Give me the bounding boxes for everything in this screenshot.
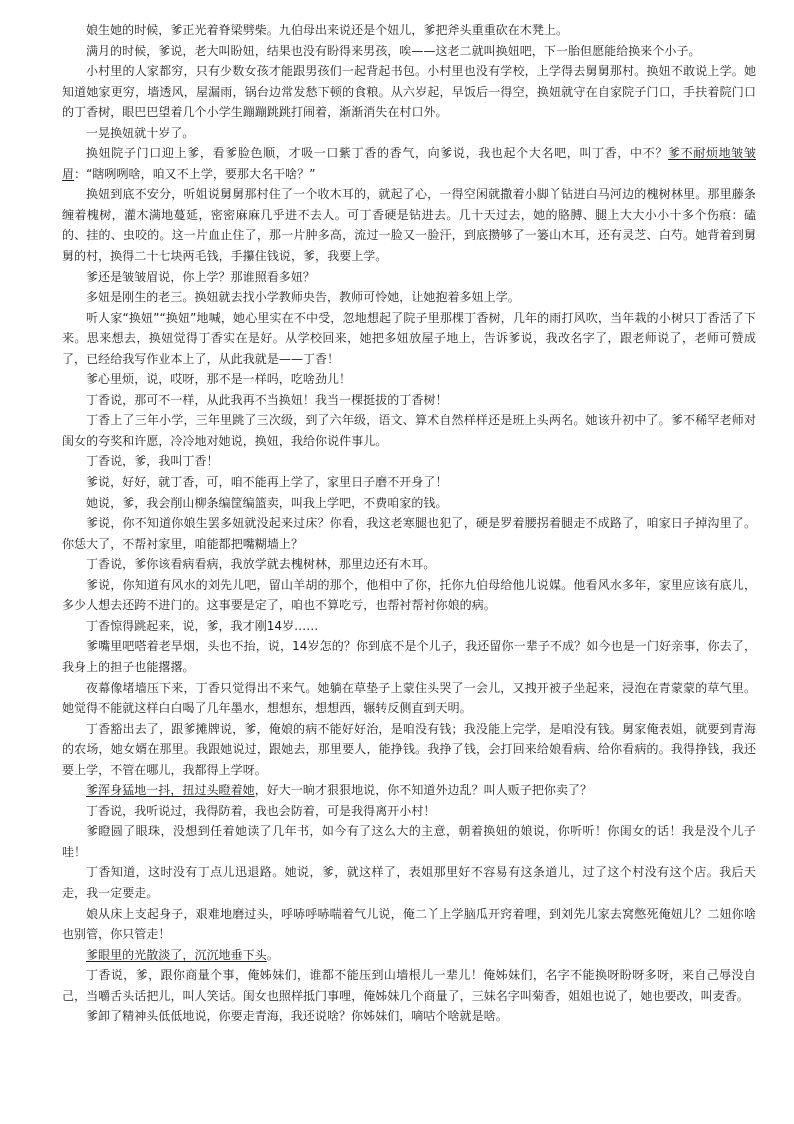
paragraph-text: 小村里的人家都穷，只有少数女孩才能跟男孩们一起背起书包。小村里也没有学校，上学得去舅舅那村。换妞不敢说上学。她知道她家更穷，墙透风，屋漏雨，锅台边常发愁下顿的食粮。从六岁起，早饭后一得空，换妞就守在自家院子门口，手扶着院门口的丁香树，眼巴巴望着几个小学生蹦蹦跳跳打闹着，渐渐消失在村口外。 [62, 64, 756, 120]
story-paragraph [62, 780, 756, 801]
paragraph-text: 满月的时候，爹说，老大叫盼妞，结果也没有盼得来男孩，唉——这老二就叫换妞吧，下一胎但愿能给换来个小子。 [86, 43, 701, 58]
paragraph-text: 娘从床上支起身子，艰难地磨过头，呼哧呼哧喘着气儿说，俺二丫上学脑瓜开窍着哩，到刘先儿家去窝憋死俺妞儿？二妞你啥也别管，你只管走！ [62, 906, 756, 942]
story-paragraph [62, 678, 756, 719]
story-paragraph [62, 1006, 756, 1027]
story-paragraph [62, 287, 756, 308]
paragraph-text: 爹说，你知道有风水的刘先儿吧，留山羊胡的那个，他相中了你，托你九伯母给他儿说媒。他看风水多年，家里应该有底儿，多少人想去还跨不进门的。这事要是定了，咱也不算吃亏，也帮衬帮衬你娘的病。 [62, 577, 756, 613]
underlined-phrase: 爹眼里的光散淡了，沉沉地垂下头 [86, 947, 267, 962]
paragraph-text: 夜幕像堵墙压下来，丁香只觉得出不来气。她躺在草垫子上蒙住头哭了一会儿，又拽开被子坐起来，浸泡在青蒙蒙的草气里。她觉得不能就这样白白喝了几年墨水，想想东，想想西，辗转反侧直到天明。 [62, 680, 756, 716]
story-paragraph [62, 616, 756, 637]
story-paragraph [62, 965, 756, 1006]
underlined-phrase: 爹不耐烦地皱皱眉 [62, 146, 756, 181]
paragraph-text: 丁香说，爹，跟你商量个事，俺姊妹们，谁都不能压到山墙根儿一辈儿！俺姊妹们，名字不能换呀盼呀多呀，来自己辱没自己，当嚼舌头话把儿，叫人笑话。闺女也照样抵门事哩，俺姊妹几个商量了，三妹名字叫菊香，姐姐也说了，她也要改，叫麦香。 [62, 968, 756, 1003]
story-paragraph [62, 369, 756, 390]
story-paragraph [62, 513, 756, 554]
story-paragraph [62, 493, 756, 514]
underlined-phrase: 爹浑身猛地一抖，扭过头瞪着她 [86, 783, 255, 798]
paragraph-text: ，好大一晌才狠狠地说，你不知道外边乱？叫人贩子把你卖了？ [254, 783, 593, 798]
story-paragraph [62, 904, 756, 945]
story-paragraph [62, 410, 756, 451]
story-paragraph [62, 41, 756, 62]
paragraph-text: 丁香上了三年小学，三年里跳了三次级，到了六年级，语文、算术自然样样还是班上头两名。她该升初中了。爹不稀罕老师对闺女的夸奖和许愿，冷冷地对她说，换妞，我给你说件事儿。 [62, 413, 756, 448]
story-body [62, 20, 756, 1027]
story-paragraph [62, 123, 756, 144]
paragraph-text: 爹心里烦，说，哎呀，那不是一样吗，吃啥劲儿！ [86, 372, 352, 387]
paragraph-text: 丁香说，爹你该看病看病，我放学就去槐树林，那里边还有木耳。 [86, 557, 436, 572]
paragraph-text: 丁香说，我听说过，我得防着，我也会防着，可是我得离开小村！ [86, 803, 436, 818]
story-paragraph [62, 945, 756, 966]
paragraph-text: 爹说，你不知道你娘生罢多妞就没起来过床？你看，我这老寒腿也犯了，硬是罗着腰拐着腿走不成路了，咱家日子掉沟里了。你恁大了，不帮衬家里，咱能都把嘴糊墙上？ [62, 516, 756, 551]
paragraph-text: 她说，爹，我会削山柳条编筐编篮卖，叫我上学吧，不费咱家的钱。 [86, 495, 448, 510]
story-paragraph [62, 451, 756, 472]
paragraph-text: 一晃换妞就十岁了。 [86, 125, 195, 140]
paragraph-text: 丁香惊得跳起来，说，爹，我才刚14岁…… [86, 618, 319, 633]
story-paragraph [62, 472, 756, 493]
paragraph-text: ：“瞎咧咧啥，咱又不上学，要那大名干啥？” [74, 166, 316, 181]
paragraph-text: 。 [266, 947, 279, 962]
story-paragraph [62, 267, 756, 288]
story-paragraph [62, 184, 756, 266]
paragraph-text: 爹说，好好，就丁香，可，咱不能再上学了，家里日子磨不开身了！ [86, 475, 448, 490]
story-paragraph [62, 554, 756, 575]
paragraph-text: 爹嘴里吧嗒着老旱烟，头也不抬，说，14岁怎的？你到底不是个儿子，我还留你一辈子不成？如今也是一门好亲事，你去了，我身上的担子也能撂撂。 [62, 639, 756, 674]
story-paragraph [62, 143, 756, 184]
paragraph-text: 爹还是皱皱眉说，你上学？那谁照看多妞？ [86, 269, 315, 284]
story-paragraph [62, 862, 756, 903]
story-paragraph [62, 308, 756, 370]
paragraph-text: 换妞院子门口迎上爹，看爹脸色顺，才吸一口紫丁香的香气，向爹说，我也起个大名吧，叫丁香，中不？ [86, 146, 669, 161]
paragraph-text: 丁香说，那可不一样，从此我再不当换妞！我当一棵挺拔的丁香树！ [86, 392, 448, 407]
story-paragraph [62, 575, 756, 616]
story-paragraph [62, 390, 756, 411]
story-paragraph [62, 20, 756, 41]
paragraph-text: 丁香说，爹，我叫丁香！ [86, 454, 219, 469]
paragraph-text: 爹卸了精神头低低地说，你要走青海，我还说啥？你姊妹们，嘀咕个啥就是啥。 [86, 1009, 508, 1024]
paragraph-text: 多妞是刚生的老三。换妞就去找小学教师央告，教师可怜她，让她抱着多妞上学。 [86, 290, 520, 305]
story-paragraph [62, 61, 756, 123]
paragraph-text: 听人家“换妞”“换妞”地喊，她心里实在不中受，忽地想起了院子里那棵丁香树，几年的雨打风吹，当年栽的小树只丁香活了下来。思来想去，换妞觉得丁香实在是好。从学校回来，她把多妞放屋子地上，告诉爹说，我改名字了，跟老师说了，老师可赞成了，已经给我写作业本上了，从此我就是——丁香！ [62, 310, 756, 366]
paragraph-text: 爹瞪圆了眼珠，没想到任着她读了几年书，如今有了这么大的主意，朝着换妞的娘说，你听听！你闺女的话！我是没个儿子哇！ [62, 824, 756, 859]
paragraph-text: 娘生她的时候，爹正光着脊梁劈柴。九伯母出来说还是个妞儿，爹把斧头重重砍在木凳上。 [86, 23, 569, 37]
story-paragraph [62, 719, 756, 781]
story-paragraph [62, 636, 756, 677]
paragraph-text: 丁香知道，这时没有丁点儿迅退路。她说，爹，就这样了，表姐那里好不容易有这条道儿，过了这个村没有这个店。我后天走，我一定要走。 [62, 865, 756, 900]
story-paragraph [62, 801, 756, 822]
paragraph-text: 换妞到底不安分，听姐说舅舅那村住了一个收木耳的，就起了心，一得空闲就撒着小脚丫钻进白马河边的槐树林里。那里藤条缠着槐树，灌木满地蔓延，密密麻麻几乎进不去人。可丁香硬是钻进去。几十天过去，她的胳膊、腿上大大小小十多个伤痕：磕的、挂的、虫咬的。这一片血止住了，那一片肿多高，流过一脸又一脸汗，到底攒够了一篓山木耳，还有灵芝、白芍。她背着到舅舅的村，换得二十七块两毛钱，手攥住钱说，爹，我要上学。 [62, 187, 756, 264]
story-paragraph [62, 821, 756, 862]
paragraph-text: 丁香豁出去了，跟爹摊牌说，爹，俺娘的病不能好好治，是咱没有钱；我没能上完学，是咱没有钱。舅家俺表姐，就要到青海的农场，她女婿在那里。我跟她说过，跟她去，那里要人，能挣钱。我挣了钱，会打回来给娘看病、给你看病的。我得挣钱，我还要上学，不管在哪儿，我都得上学呀。 [62, 721, 756, 777]
